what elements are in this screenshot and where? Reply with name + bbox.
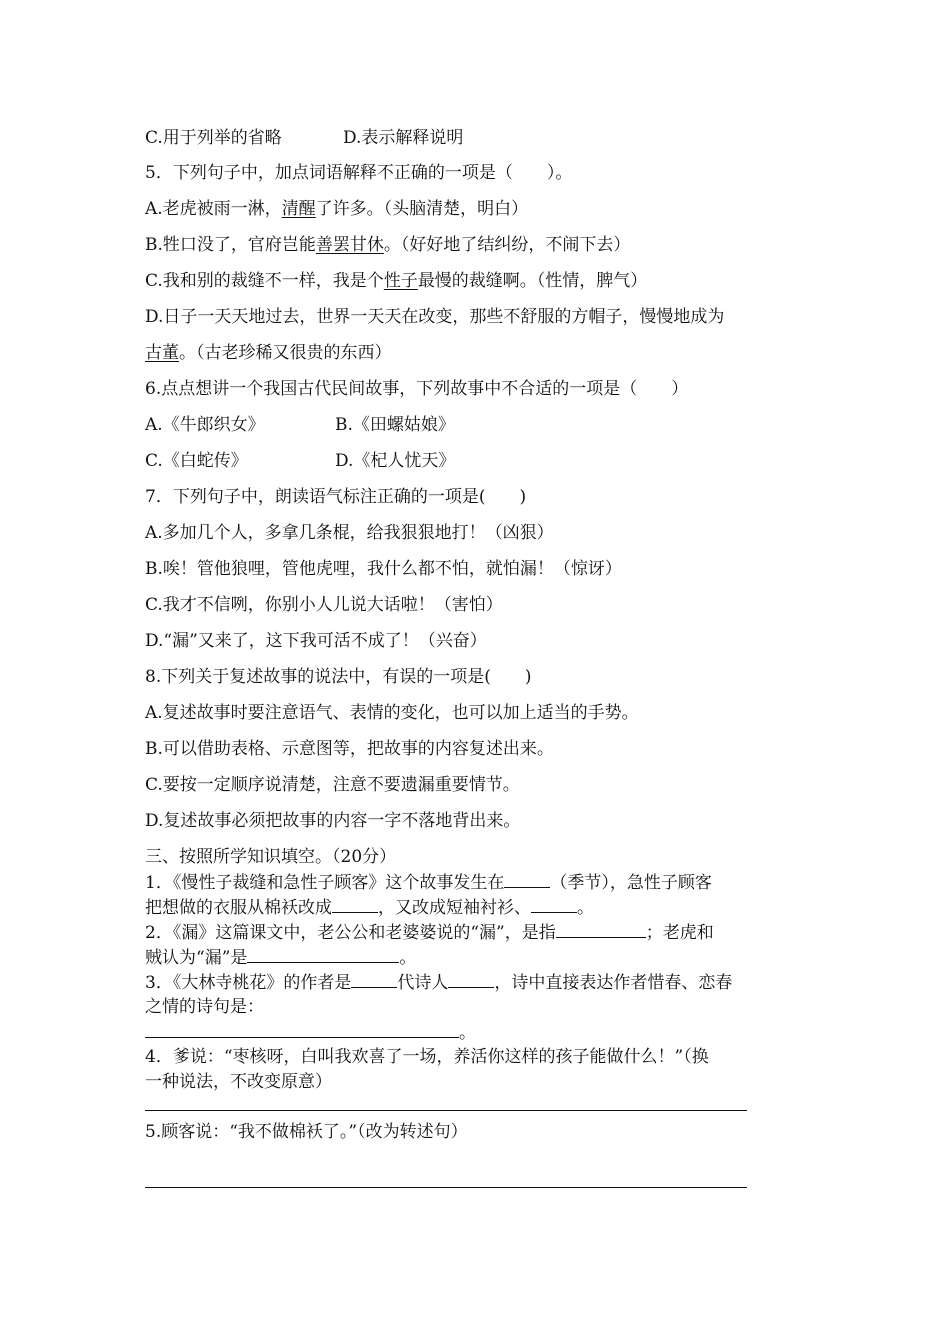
q7-option-a: A.多加几个人，多拿几条棍，给我狠狠地打！（凶狠） xyxy=(145,523,554,543)
q5-option-a: A.老虎被雨一淋，清醒了许多。（头脑清楚，明白） xyxy=(145,199,529,219)
q8-option-d: D.复述故事必须把故事的内容一字不落地背出来。 xyxy=(145,811,521,831)
q5-option-c: C.我和别的裁缝不一样，我是个性子最慢的裁缝啊。（性情，脾气） xyxy=(145,271,648,291)
fill-blank-leak-meaning[interactable] xyxy=(556,921,646,938)
fill-4-line2: 一种说法，不改变原意） xyxy=(145,1072,332,1092)
section3-title: 三、按照所学知识填空。（20分） xyxy=(145,847,397,867)
fill-1-line2: 把想做的衣服从棉袄改成 ，又改成短袖衬衫、 。 xyxy=(145,898,594,918)
q5-stem: 5．下列句子中，加点词语解释不正确的一项是（ ）。 xyxy=(145,163,573,183)
q6-option-d: D.《杞人忧天》 xyxy=(335,451,456,471)
q5-option-d: D.日子一天天地过去，世界一天天在改变，那些不舒服的方帽子，慢慢地成为 xyxy=(145,307,725,327)
q6-option-c: C.《白蛇传》 xyxy=(145,451,248,471)
answer-line-4[interactable] xyxy=(145,1110,747,1111)
fill-blank-poem-line[interactable] xyxy=(145,1021,459,1038)
q4-option-d: D.表示解释说明 xyxy=(343,128,464,148)
fill-blank-poet[interactable] xyxy=(448,971,494,988)
q8-option-b: B.可以借助表格、示意图等，把故事的内容复述出来。 xyxy=(145,739,554,759)
q4-option-c: C.用于列举的省略 xyxy=(145,128,282,148)
q5-option-d-cont: 古董。（古老珍稀又很贵的东西） xyxy=(145,343,392,363)
fill-blank-dynasty[interactable] xyxy=(351,971,397,988)
q5-d-keyword: 古董 xyxy=(145,343,179,363)
q5-c-keyword: 性子 xyxy=(383,271,418,291)
q6-option-a: A.《牛郎织女》 xyxy=(145,415,265,435)
fill-blank-leak-thought[interactable] xyxy=(247,946,399,963)
q5-option-b: B.牲口没了，官府岂能善罢甘休。（好好地了结纠纷，不闹下去） xyxy=(145,235,631,255)
fill-3-line1: 3．《大林寺桃花》的作者是 代诗人 ，诗中直接表达作者惜春、恋春 xyxy=(145,973,733,993)
fill-3-line3: 。 xyxy=(145,1021,476,1044)
q7-option-b: B.唉！管他狼哩，管他虎哩，我什么都不怕，就怕漏！（惊讶） xyxy=(145,559,622,579)
fill-blank-garment-2[interactable] xyxy=(531,896,577,913)
q6-option-b: B.《田螺姑娘》 xyxy=(335,415,455,435)
q5-b-keyword: 善罢甘休 xyxy=(315,235,384,255)
fill-5: 5.顾客说：“我不做棉袄了。”（改为转述句） xyxy=(145,1122,468,1142)
q7-option-d: D.“漏”又来了，这下我可活不成了！（兴奋） xyxy=(145,631,487,651)
fill-4-line1: 4．爹说：“枣核呀，白叫我欢喜了一场，养活你这样的孩子能做什么！”（换 xyxy=(145,1047,709,1067)
fill-3-line2: 之情的诗句是： xyxy=(145,997,264,1017)
q7-stem: 7．下列句子中，朗读语气标注正确的一项是( ) xyxy=(145,487,527,507)
fill-2-line2: 贼认为“漏”是 。 xyxy=(145,948,417,968)
fill-blank-season[interactable] xyxy=(504,871,550,888)
fill-blank-garment-1[interactable] xyxy=(332,896,378,913)
q8-option-a: A.复述故事时要注意语气、表情的变化，也可以加上适当的手势。 xyxy=(145,703,639,723)
q6-stem: 6.点点想讲一个我国古代民间故事，下列故事中不合适的一项是（ ） xyxy=(145,379,689,399)
answer-line-5[interactable] xyxy=(145,1187,747,1188)
q7-option-c: C.我才不信咧，你别小人儿说大话啦！（害怕） xyxy=(145,595,503,615)
fill-2-line1: 2．《漏》这篇课文中，老公公和老婆婆说的“漏”，是指 ；老虎和 xyxy=(145,923,714,943)
q5-a-keyword: 清醒 xyxy=(281,199,316,219)
q8-stem: 8.下列关于复述故事的说法中，有误的一项是( ) xyxy=(145,667,532,687)
q8-option-c: C.要按一定顺序说清楚，注意不要遗漏重要情节。 xyxy=(145,775,520,795)
fill-1-line1: 1．《慢性子裁缝和急性子顾客》这个故事发生在 （季节），急性子顾客 xyxy=(145,873,712,893)
